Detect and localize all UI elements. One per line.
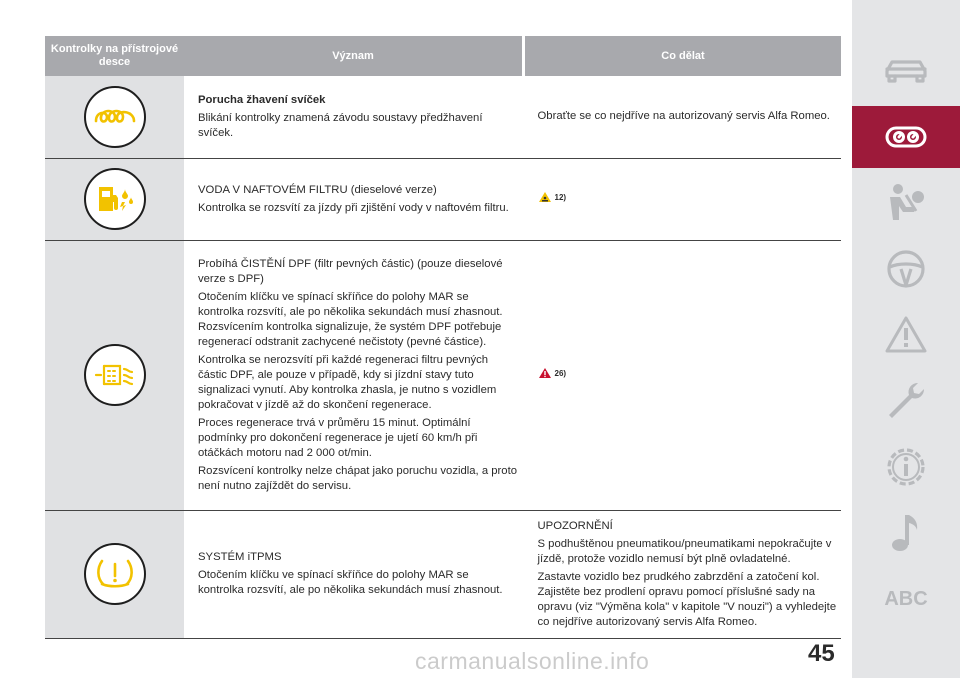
sidebar-item-car[interactable] — [852, 40, 960, 102]
caution-hand-icon — [538, 191, 552, 203]
icon-cell — [45, 158, 184, 240]
index-label: ABC — [884, 587, 928, 610]
action-cell — [524, 510, 842, 638]
action-title: UPOZORNĚNÍ — [537, 519, 613, 532]
water-in-fuel-icon — [84, 168, 146, 230]
icon-cell — [45, 510, 184, 638]
row-paragraph: Proces regenerace trvá v průměru 15 minut. Optimální podmínky pro dokončení regenerace je ujetí 60 km/h při otáčkách motoru nad 2 000 ot/min. — [198, 416, 478, 459]
car-icon — [883, 56, 929, 86]
sidebar-item-driving[interactable] — [852, 238, 960, 300]
table-row — [45, 158, 841, 240]
header-action-column: Co dělat — [524, 36, 842, 76]
wrench-icon — [884, 379, 928, 423]
row-text: Blikání kontrolky znamená závodu soustavy předžhavení svíček. — [198, 111, 483, 139]
dashboard-icon — [884, 122, 928, 152]
chapter-sidebar — [852, 0, 960, 678]
sidebar-item-dashboard[interactable] — [852, 106, 960, 168]
row-title: SYSTÉM iTPMS — [198, 551, 282, 563]
row-text: Kontrolka se rozsvítí za jízdy při zjištění vody v naftovém filtru. — [198, 201, 509, 214]
table-row — [45, 76, 841, 158]
table-row — [45, 510, 841, 638]
sidebar-item-safety[interactable] — [852, 172, 960, 234]
steering-wheel-icon — [885, 248, 927, 290]
meaning-cell — [184, 510, 524, 638]
row-text: Otočením klíčku ve spínací skříňce do polohy MAR se kontrolka rozsvítí, ale po několika sekundách musí zhasnout. — [198, 569, 503, 596]
row-paragraph: Rozsvícení kontrolky nelze chápat jako poruchu vozidla, a proto není nutno zajíždět do servisu. — [198, 464, 517, 492]
sidebar-item-technical-data[interactable] — [852, 436, 960, 498]
action-cell — [524, 76, 842, 158]
reference-note — [538, 366, 567, 381]
row-action: Obraťte se co nejdříve na autorizovaný servis Alfa Romeo. — [537, 110, 830, 123]
icon-cell — [45, 76, 184, 158]
meaning-cell — [184, 240, 524, 510]
music-note-icon — [888, 511, 924, 555]
row-title: Probíhá ČISTĚNÍ DPF (filtr pevných částic) (pouze dieselové verze s DPF) — [198, 257, 503, 285]
tpms-icon — [84, 543, 146, 605]
dpf-icon — [84, 344, 146, 406]
meaning-cell — [184, 158, 524, 240]
warning-lights-table — [45, 36, 841, 639]
glow-plug-icon — [84, 86, 146, 148]
row-paragraph: Kontrolka se nerozsvítí při každé regeneraci filtru pevných částic DPF, ale pouze v případě, kdy si jízdní stavy tuto signalizaci vynutí. Aby kontrolka zhasla, je nutno s vozidlem pokračovat v jízdě až do skončení regenerace. — [198, 353, 497, 411]
sidebar-item-index[interactable] — [852, 568, 960, 630]
action-cell — [524, 240, 842, 510]
table-header-row — [45, 36, 841, 76]
info-gear-icon — [884, 445, 928, 489]
row-paragraph: Otočením klíčku ve spínací skříňce do polohy MAR se kontrolka rozsvítí, ale po několika sekundách musí zhasnout. Rozsvícením kontrolka signalizuje, že systém DPF potřebuje regenerací odstranit zachycené nečistoty (pevné částice). — [198, 290, 503, 348]
watermark: carmanualsonline.info — [415, 648, 650, 674]
airbag-passenger-icon — [884, 181, 928, 225]
sidebar-item-maintenance[interactable] — [852, 370, 960, 432]
meaning-cell — [184, 76, 524, 158]
header-meaning-column: Význam — [184, 36, 524, 76]
page-number: 45 — [808, 640, 835, 667]
action-paragraph: S podhuštěnou pneumatikou/pneumatikami nepokračujte v jízdě, protože vozidlo nemusí být plně ovladatelné. — [537, 537, 832, 565]
action-cell — [524, 158, 842, 240]
warning-triangle-icon — [538, 367, 552, 379]
icon-cell — [45, 240, 184, 510]
sidebar-item-emergency[interactable] — [852, 304, 960, 366]
row-title: VODA V NAFTOVÉM FILTRU (dieselové verze) — [198, 183, 437, 196]
sidebar-item-multimedia[interactable] — [852, 502, 960, 564]
table-row — [45, 240, 841, 510]
reference-number: 26) — [554, 368, 567, 378]
reference-number: 12) — [554, 192, 567, 202]
action-paragraph: Zastavte vozidlo bez prudkého zabrzdění a zatočení kol. Zajistěte bez prodlení opravu pomocí příslušné sady na opravu (viz "Výměna kola" v kapitole "V nouzi") a vyhledejte co nejdříve autorizovaný servis Alfa Romeo. — [537, 570, 837, 628]
row-title: Porucha žhavení svíček — [198, 93, 326, 106]
warning-triangle-icon — [884, 315, 928, 355]
reference-note — [538, 190, 567, 205]
header-icon-column: Kontrolky na přístrojové desce — [45, 36, 184, 76]
